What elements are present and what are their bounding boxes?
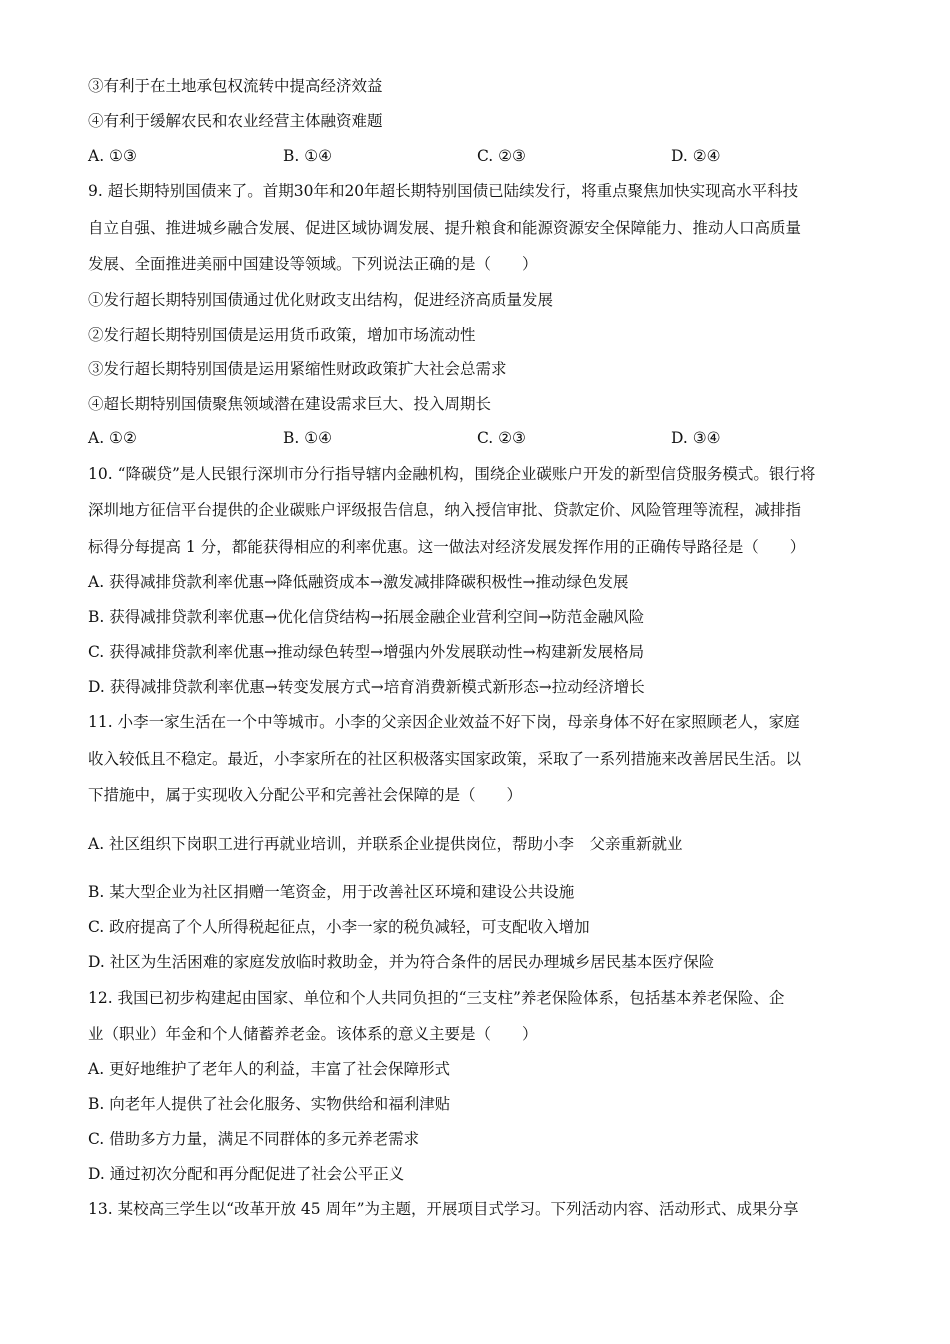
q11-option-a[interactable]: A. 社区组织下岗职工进行再就业培训，并联系企业提供岗位，帮助小李 父亲重新就业: [88, 835, 683, 853]
q13-stem-line: 13. 某校高三学生以“改革开放 45 周年”为主题，开展项目式学习。下列活动内容、活动形式、成果分享: [88, 1200, 799, 1218]
q8-option-d[interactable]: D. ②④: [671, 147, 721, 165]
q9-option-b[interactable]: B. ①④: [283, 429, 333, 447]
q9-statement: ②发行超长期特别国债是运用货币政策，增加市场流动性: [88, 326, 476, 344]
q8-option-b[interactable]: B. ①④: [283, 147, 333, 165]
q10-stem-line: 深圳地方征信平台提供的企业碳账户评级报告信息，纳入授信审批、贷款定价、风险管理等流程，减排指: [88, 501, 802, 519]
q11-stem-line: 收入较低且不稳定。最近，小李家所在的社区积极落实国家政策，采取了一系列措施来改善居民生活。以: [88, 750, 802, 768]
q10-stem-line: 标得分每提高 1 分，都能获得相应的利率优惠。这一做法对经济发展发挥作用的正确传导路径是（ ）: [88, 538, 806, 556]
q12-option-a[interactable]: A. 更好地维护了老年人的利益，丰富了社会保障形式: [88, 1060, 451, 1078]
q12-option-b[interactable]: B. 向老年人提供了社会化服务、实物供给和福利津贴: [88, 1095, 451, 1113]
q9-statement: ④超长期特别国债聚焦领域潜在建设需求巨大、投入周期长: [88, 395, 492, 413]
q11-option-d[interactable]: D. 社区为生活困难的家庭发放临时救助金，并为符合条件的居民办理城乡居民基本医疗保险: [88, 953, 715, 971]
q9-statement: ③发行超长期特别国债是运用紧缩性财政政策扩大社会总需求: [88, 360, 507, 378]
q12-option-d[interactable]: D. 通过初次分配和再分配促进了社会公平正义: [88, 1165, 405, 1183]
q9-stem-line: 发展、全面推进美丽中国建设等领域。下列说法正确的是（ ）: [88, 255, 538, 273]
q8-statement-3: ③有利于在土地承包权流转中提高经济效益: [88, 77, 383, 95]
q9-option-a[interactable]: A. ①②: [88, 429, 137, 447]
q8-option-c[interactable]: C. ②③: [477, 147, 526, 165]
q11-option-b[interactable]: B. 某大型企业为社区捐赠一笔资金，用于改善社区环境和建设公共设施: [88, 883, 575, 901]
q10-stem-line: 10. “降碳贷”是人民银行深圳市分行指导辖内金融机构，围绕企业碳账户开发的新型信贷服务模式。银行将: [88, 465, 816, 483]
q9-stem-line: 9. 超长期特别国债来了。首期30年和20年超长期特别国债已陆续发行，将重点聚焦加快实现高水平科技: [88, 182, 799, 200]
q11-stem-line: 11. 小李一家生活在一个中等城市。小李的父亲因企业效益不好下岗，母亲身体不好在家照顾老人，家庭: [88, 713, 800, 731]
q8-statement-4: ④有利于缓解农民和农业经营主体融资难题: [88, 112, 383, 130]
q8-option-a[interactable]: A. ①③: [88, 147, 137, 165]
q10-option-c[interactable]: C. 获得减排贷款利率优惠→推动绿色转型→增强内外发展联动性→构建新发展格局: [88, 643, 645, 661]
q12-stem-line: 业（职业）年金和个人储蓄养老金。该体系的意义主要是（ ）: [88, 1025, 538, 1043]
q10-option-a[interactable]: A. 获得减排贷款利率优惠→降低融资成本→激发减排降碳积极性→推动绿色发展: [88, 573, 629, 591]
q11-stem-line: 下措施中，属于实现收入分配公平和完善社会保障的是（ ）: [88, 786, 523, 804]
q9-statement: ①发行超长期特别国债通过优化财政支出结构，促进经济高质量发展: [88, 291, 554, 309]
q11-option-c[interactable]: C. 政府提高了个人所得税起征点，小李一家的税负减轻，可支配收入增加: [88, 918, 590, 936]
q9-stem-line: 自立自强、推进城乡融合发展、促进区域协调发展、提升粮食和能源资源安全保障能力、推动人口高质量: [88, 219, 802, 237]
q10-option-d[interactable]: D. 获得减排贷款利率优惠→转变发展方式→培育消费新模式新形态→拉动经济增长: [88, 678, 645, 696]
q10-option-b[interactable]: B. 获得减排贷款利率优惠→优化信贷结构→拓展金融企业营利空间→防范金融风险: [88, 608, 645, 626]
q9-option-d[interactable]: D. ③④: [671, 429, 721, 447]
q12-stem-line: 12. 我国已初步构建起由国家、单位和个人共同负担的“三支柱”养老保险体系，包括基本养老保险、企: [88, 989, 785, 1007]
q12-option-c[interactable]: C. 借助多方力量，满足不同群体的多元养老需求: [88, 1130, 420, 1148]
q9-option-c[interactable]: C. ②③: [477, 429, 526, 447]
